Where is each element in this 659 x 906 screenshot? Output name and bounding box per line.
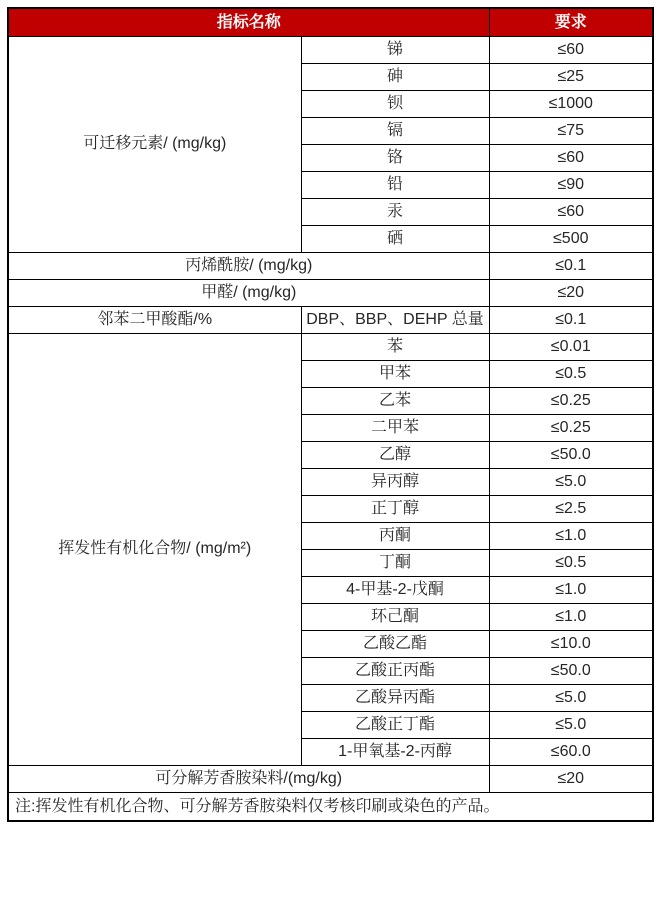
indicator-name-cell: 钡 [301, 90, 489, 117]
table-note: 注:挥发性有机化合物、可分解芳香胺染料仅考核印刷或染色的产品。 [8, 792, 653, 821]
indicator-group-cell: 挥发性有机化合物/ (mg/m²) [8, 333, 301, 765]
indicator-name-cell: 乙酸正丙酯 [301, 657, 489, 684]
indicator-name-cell: 异丙醇 [301, 468, 489, 495]
indicator-name-cell: 乙苯 [301, 387, 489, 414]
indicator-name-cell: 可分解芳香胺染料/(mg/kg) [8, 765, 489, 792]
requirement-cell: ≤0.5 [489, 360, 653, 387]
indicator-name-cell: 丁酮 [301, 549, 489, 576]
table-row [8, 333, 653, 360]
indicator-name-cell: 铅 [301, 171, 489, 198]
indicator-name-cell: 硒 [301, 225, 489, 252]
table-header [8, 8, 653, 36]
requirement-cell: ≤50.0 [489, 657, 653, 684]
requirement-cell: ≤60 [489, 36, 653, 63]
indicator-name-cell: 乙酸乙酯 [301, 630, 489, 657]
indicator-name-cell: 正丁醇 [301, 495, 489, 522]
indicator-name-cell: 环己酮 [301, 603, 489, 630]
requirements-table [7, 7, 654, 822]
requirement-cell: ≤0.25 [489, 414, 653, 441]
indicator-name-cell: 锑 [301, 36, 489, 63]
requirement-cell: ≤50.0 [489, 441, 653, 468]
indicator-name-cell: 二甲苯 [301, 414, 489, 441]
requirement-cell: ≤1.0 [489, 576, 653, 603]
requirement-cell: ≤20 [489, 765, 653, 792]
table-body [8, 36, 653, 821]
requirement-cell: ≤20 [489, 279, 653, 306]
indicator-name-cell: 乙酸正丁酯 [301, 711, 489, 738]
requirement-cell: ≤0.1 [489, 252, 653, 279]
requirement-cell: ≤5.0 [489, 468, 653, 495]
requirement-cell: ≤25 [489, 63, 653, 90]
requirement-cell: ≤75 [489, 117, 653, 144]
header-requirement: 要求 [489, 8, 653, 36]
indicator-name-cell: 丙烯酰胺/ (mg/kg) [8, 252, 489, 279]
requirement-cell: ≤0.1 [489, 306, 653, 333]
indicator-name-cell: 乙醇 [301, 441, 489, 468]
indicator-name-cell: 铬 [301, 144, 489, 171]
requirement-cell: ≤60 [489, 144, 653, 171]
indicator-sub-cell: DBP、BBP、DEHP 总量 [301, 306, 489, 333]
indicator-name-cell: 甲醛/ (mg/kg) [8, 279, 489, 306]
indicator-name-cell: 丙酮 [301, 522, 489, 549]
requirement-cell: ≤1.0 [489, 603, 653, 630]
requirement-cell: ≤1000 [489, 90, 653, 117]
indicator-name-cell: 4-甲基-2-戊酮 [301, 576, 489, 603]
header-row [8, 8, 653, 36]
indicator-name-cell: 汞 [301, 198, 489, 225]
requirement-cell: ≤5.0 [489, 684, 653, 711]
indicator-group-cell: 邻苯二甲酸酯/% [8, 306, 301, 333]
indicator-name-cell: 甲苯 [301, 360, 489, 387]
requirement-cell: ≤500 [489, 225, 653, 252]
indicator-name-cell: 1-甲氧基-2-丙醇 [301, 738, 489, 765]
indicator-group-cell: 可迁移元素/ (mg/kg) [8, 36, 301, 252]
table-row [8, 36, 653, 63]
requirement-cell: ≤10.0 [489, 630, 653, 657]
requirement-cell: ≤60 [489, 198, 653, 225]
requirement-cell: ≤60.0 [489, 738, 653, 765]
requirement-cell: ≤0.01 [489, 333, 653, 360]
header-indicator-name: 指标名称 [8, 8, 489, 36]
table-row [8, 306, 653, 333]
indicator-name-cell: 砷 [301, 63, 489, 90]
requirement-cell: ≤5.0 [489, 711, 653, 738]
requirement-cell: ≤0.5 [489, 549, 653, 576]
requirement-cell: ≤90 [489, 171, 653, 198]
table-row [8, 765, 653, 792]
requirement-cell: ≤1.0 [489, 522, 653, 549]
indicator-name-cell: 苯 [301, 333, 489, 360]
indicator-name-cell: 乙酸异丙酯 [301, 684, 489, 711]
requirement-cell: ≤0.25 [489, 387, 653, 414]
table-row [8, 792, 653, 821]
requirement-cell: ≤2.5 [489, 495, 653, 522]
table-row [8, 252, 653, 279]
indicator-name-cell: 镉 [301, 117, 489, 144]
table-row [8, 279, 653, 306]
